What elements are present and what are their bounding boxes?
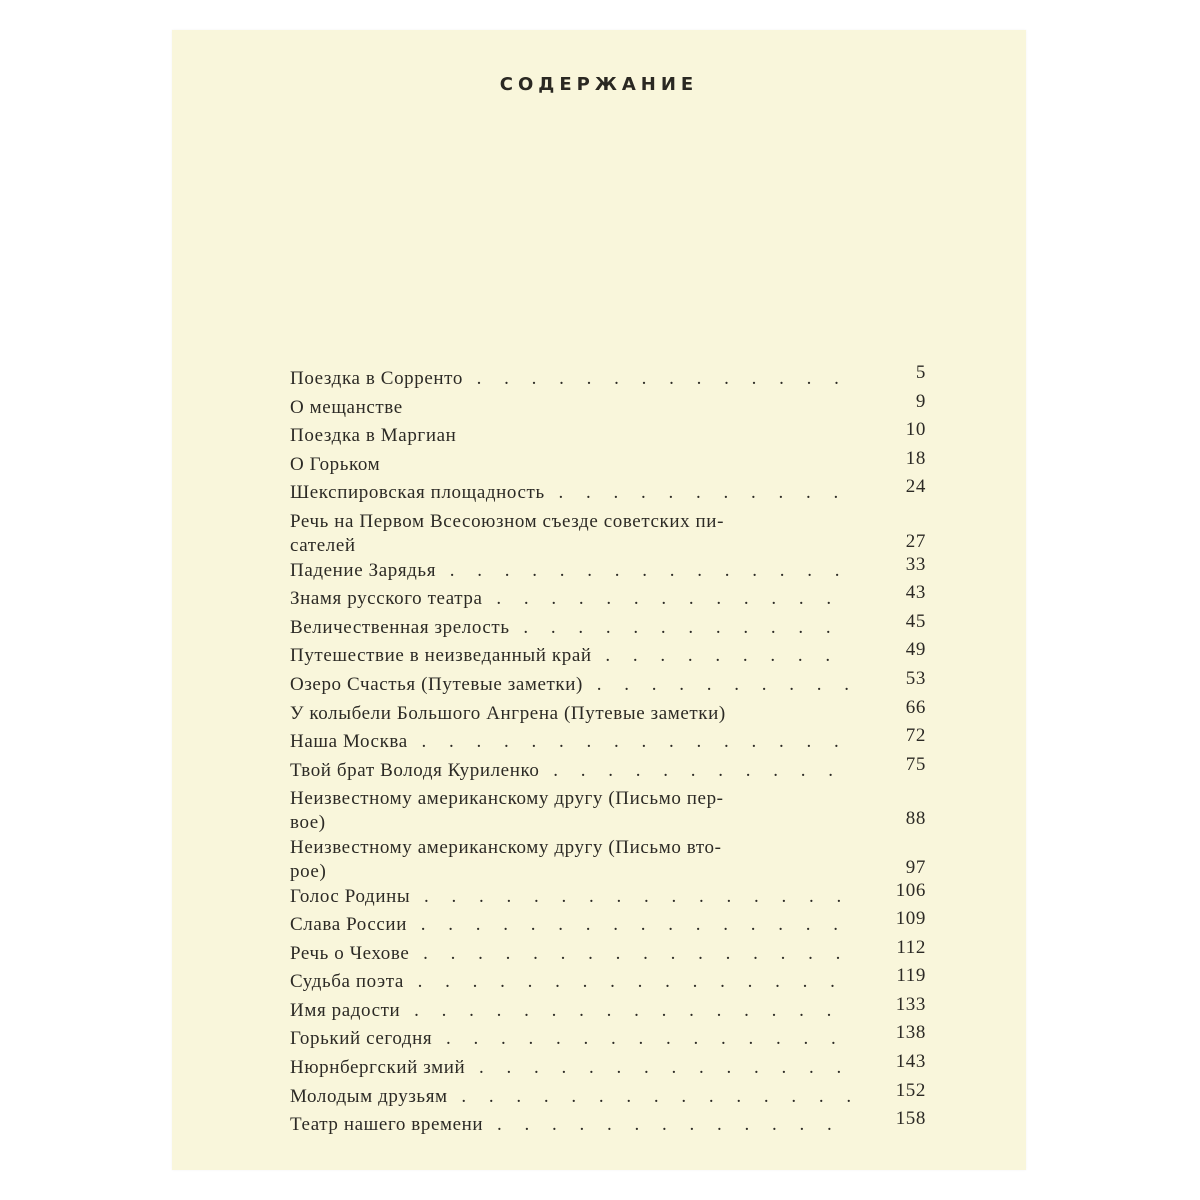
toc-entry-title: Озеро Счастья (Путевые заметки) . . . (290, 674, 850, 696)
toc-entry (290, 639, 926, 672)
toc-entry-page: 10 (905, 419, 926, 441)
toc-entry-page: 53 (905, 667, 926, 689)
toc-entry-page: 33 (905, 553, 926, 575)
toc-entry-page: 109 (895, 908, 926, 930)
toc-entry-page: 152 (895, 1079, 926, 1101)
toc-entry-title: Твой брат Володя Куриленко . . . (290, 760, 850, 782)
toc-entry-page: 49 (905, 639, 926, 661)
toc-entry-title: Голос Родины . . . (290, 886, 850, 908)
toc-entry-page: 143 (895, 1051, 926, 1073)
toc-entry-page: 138 (895, 1022, 926, 1044)
toc-entry (290, 553, 926, 587)
toc-entry-page: 119 (896, 965, 926, 987)
toc-entry (290, 879, 926, 913)
toc-entry (290, 582, 926, 615)
toc-entry (290, 667, 926, 701)
toc-entry-title: Театр нашего времени . . . (290, 1114, 850, 1136)
toc-entry-title: Молодым друзьям . . . (290, 1086, 850, 1108)
toc-entry (290, 390, 926, 424)
toc-entry (290, 419, 926, 452)
toc-entry-title: Знамя русского театра . . . (290, 588, 850, 610)
toc-entry-title: Поездка в Маргиан (290, 425, 457, 447)
toc-entry (290, 908, 926, 941)
toc-entry-page: 106 (895, 879, 926, 901)
toc-entry-page: 72 (905, 725, 926, 747)
toc-entry (290, 362, 926, 395)
toc-entry-title: О Горьком (290, 453, 381, 475)
toc-entry-page: 24 (905, 476, 926, 498)
toc-entry-page: 88 (905, 808, 926, 830)
toc-entry-title: Судьба поэта . . . (290, 971, 850, 993)
toc-entry-title: Шекспировская площадность . . . (290, 482, 850, 504)
toc-entry (290, 725, 926, 758)
table-of-contents (290, 362, 926, 1141)
contents-heading: СОДЕРЖАНИЕ (499, 74, 699, 95)
toc-entry-title: У колыбели Большого Ангрена (Путевые заметки) (290, 702, 726, 724)
toc-entry-page: 66 (905, 696, 926, 718)
toc-entry-page: 45 (905, 610, 926, 632)
toc-entry (290, 447, 926, 481)
toc-entry-page: 112 (896, 936, 926, 958)
toc-entry-page: 133 (895, 993, 926, 1015)
toc-entry (290, 1022, 926, 1055)
toc-entry-title-line-1: Неизвестному американскому другу (Письмо вто- (290, 836, 722, 858)
toc-entry (290, 1108, 926, 1141)
toc-entry-page: 75 (905, 753, 926, 775)
toc-entry-page: 5 (915, 362, 926, 383)
toc-entry (290, 753, 926, 787)
toc-entry-title: Поездка в Сорренто . . . (290, 368, 850, 390)
toc-entry (290, 993, 926, 1027)
toc-entry-title: Речь о Чехове . . . (290, 943, 850, 965)
toc-entry (290, 786, 926, 835)
toc-entry-title: Падение Зарядья . . . (290, 560, 850, 582)
toc-entry (290, 965, 926, 998)
toc-entry-title-line-2: рое) (290, 860, 327, 882)
toc-entry-page: 158 (895, 1108, 926, 1130)
toc-entry-page: 97 (905, 856, 926, 878)
toc-entry-title: Наша Москва . . . (290, 731, 850, 753)
toc-entry-title-line-1: Речь на Первом Всесоюзном съезде советских пи- (290, 510, 725, 532)
toc-entry (290, 936, 926, 970)
toc-entry-title: Величественная зрелость . . . (290, 617, 850, 639)
toc-entry-title: Имя радости . . . (290, 1000, 850, 1022)
toc-entry-page: 43 (905, 582, 926, 604)
toc-entry (290, 509, 926, 558)
book-page (172, 30, 1026, 1170)
toc-entry-page: 9 (915, 390, 926, 412)
toc-entry (290, 696, 926, 730)
toc-entry-title: О мещанстве (290, 396, 403, 418)
toc-entry (290, 610, 926, 644)
toc-entry-title-line-2: вое) (290, 812, 326, 834)
toc-entry (290, 476, 926, 509)
toc-entry-title: Слава России . . . (290, 914, 850, 936)
toc-entry (290, 1079, 926, 1113)
toc-entry (290, 835, 926, 884)
toc-entry-page: 27 (905, 530, 926, 552)
toc-entry (290, 1051, 926, 1084)
toc-entry-title-line-1: Неизвестному американскому другу (Письмо пер- (290, 788, 724, 810)
toc-entry-title: Горький сегодня . . . (290, 1028, 850, 1050)
toc-entry-page: 18 (905, 447, 926, 469)
toc-entry-title: Нюрнбергский змий . . . (290, 1057, 850, 1079)
toc-entry-title: Путешествие в неизведанный край . . . (290, 645, 850, 667)
toc-entry-title-line-2: сателей (290, 534, 356, 556)
